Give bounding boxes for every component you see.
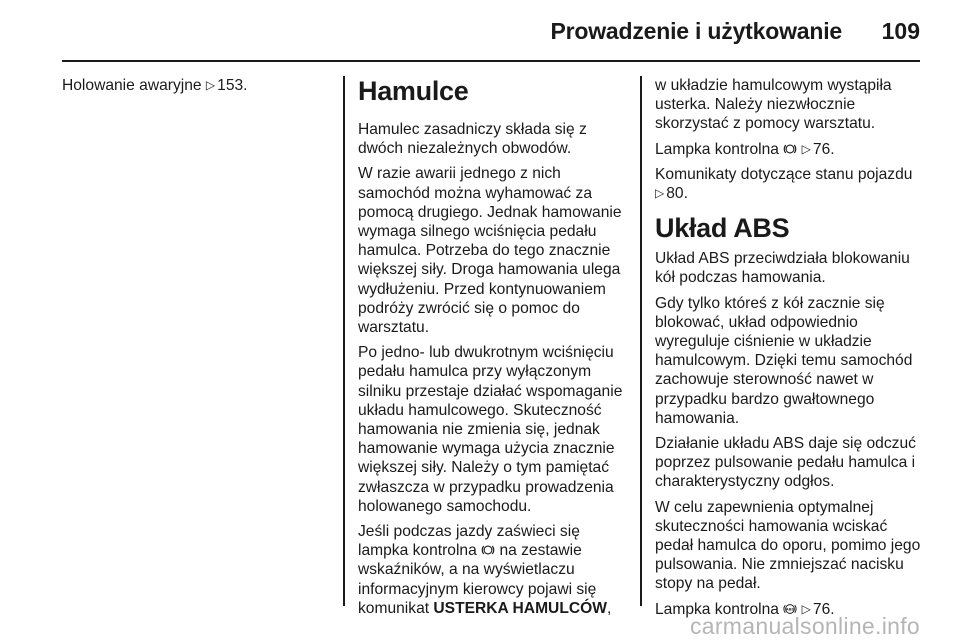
page-reference[interactable]: 153. bbox=[217, 77, 248, 94]
brake-warning-lamp-icon bbox=[783, 142, 797, 156]
column-3 bbox=[655, 76, 927, 625]
brake-warning-lamp-icon bbox=[481, 543, 495, 557]
page-reference[interactable]: 76. bbox=[812, 140, 835, 158]
paragraph: Jeśli podczas jazdy zaświeci się lampka kontrolna na zestawie wskaźników, a na wyświetlaczu informacyjnym kierowcy pojawi się komunikat USTERKA HAMULCÓW, bbox=[358, 523, 612, 617]
paragraph: Hamulec zasadniczy składa się z dwóch niezależnych obwodów. bbox=[358, 121, 587, 158]
paragraph: Holowanie awaryjne ▷ 153. bbox=[62, 77, 248, 94]
arrow-right-outline-icon: ▷ bbox=[205, 78, 216, 92]
section-heading-brakes: Hamulce bbox=[358, 76, 469, 106]
page-number: 109 bbox=[881, 18, 920, 44]
section-heading-abs: Układ ABS bbox=[655, 213, 790, 244]
column-divider bbox=[640, 76, 642, 606]
header-rule bbox=[62, 60, 920, 62]
page-title: Prowadzenie i użytkowanie bbox=[550, 18, 842, 44]
paragraph: Działanie układu ABS daje się odczuć poprzez pulsowanie pedału hamulca i charakterystyczny odgłos. bbox=[655, 435, 916, 491]
paragraph: Lampka kontrolna ABS ▷ 76. bbox=[655, 600, 835, 618]
arrow-right-outline-icon: ▷ bbox=[801, 601, 811, 616]
paragraph: Gdy tylko któreś z kół zacznie się blokować, układ odpowiednio wyreguluje ciśnienie w układzie hamulcowym. Dzięki temu samochód zachowuje sterowność nawet w przypadku bardzo gwałtownego hamowania. bbox=[655, 294, 913, 427]
arrow-right-outline-icon: ▷ bbox=[655, 186, 665, 201]
paragraph: w układzie hamulcowym wystąpiła usterka. Należy niezwłocznie skorzystać z pomocy warsztatu. bbox=[655, 77, 892, 133]
paragraph: W razie awarii jednego z nich samochód można wyhamować za pomocą drugiego. Jednak hamowanie wymaga silnego wciśnięcia pedału hamulca. Potrzeba do tego znacznie większej siły. Droga hamowania ulega wydłużeniu. Przed kontynuowaniem podróży zwrócić się o pomoc do warsztatu. bbox=[358, 165, 622, 337]
watermark: carmanualsonline.info bbox=[689, 613, 920, 639]
paragraph: Komunikaty dotyczące stanu pojazdu ▷ 80. bbox=[655, 165, 913, 203]
column-2 bbox=[358, 76, 628, 624]
column-divider bbox=[343, 76, 345, 606]
paragraph: Układ ABS przeciwdziała blokowaniu kół podczas hamowania. bbox=[655, 250, 910, 287]
warning-message: USTERKA HAMULCÓW bbox=[433, 599, 607, 617]
page-reference[interactable]: 80. bbox=[666, 185, 688, 203]
page-reference[interactable]: 76. bbox=[812, 600, 835, 618]
paragraph: Lampka kontrolna ▷ 76. bbox=[655, 140, 835, 158]
column-1 bbox=[62, 76, 327, 101]
svg-text:ABS: ABS bbox=[786, 606, 795, 612]
arrow-right-outline-icon: ▷ bbox=[801, 141, 811, 156]
page-header bbox=[62, 18, 920, 60]
paragraph: W celu zapewnienia optymalnej skuteczności hamowania wciskać pedał hamulca do oporu, pomimo jego pulsowania. Nie zmniejszać nacisku stopy na pedał. bbox=[655, 498, 921, 593]
paragraph: Po jedno- lub dwukrotnym wciśnięciu pedału hamulca przy wyłączonym silniku przestaje działać wspomaganie układu hamulcowego. Skuteczność hamowania nie zmienia się, jednak hamowanie wymaga użycia znacznie większej siły. Należy o tym pamiętać zwłaszcza w przypadku prowadzenia holowanego samochodu. bbox=[358, 344, 623, 515]
